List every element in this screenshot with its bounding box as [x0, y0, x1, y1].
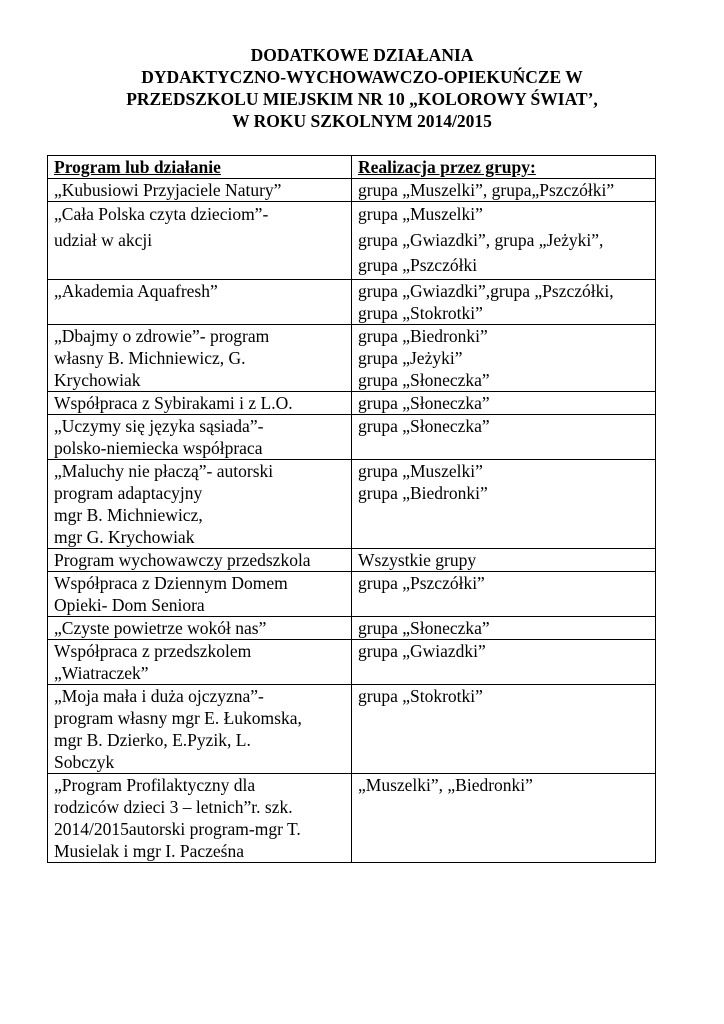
cell-line: Krychowiak — [54, 369, 141, 390]
program-cell — [48, 202, 352, 280]
cell-line: grupa „Gwiazdki”, grupa „Jeżyki”, — [358, 229, 604, 250]
cell-line: 2014/2015autorski program-mgr T. — [54, 818, 301, 839]
cell-line: „Czyste powietrze wokół nas” — [54, 617, 267, 638]
table-row — [48, 459, 656, 548]
table-row — [48, 548, 656, 571]
groups-cell — [352, 639, 656, 684]
cell-line: grupa „Stokrotki” — [358, 685, 483, 706]
cell-line: „Maluchy nie płaczą”- autorski — [54, 460, 274, 481]
cell-line: grupa „Muszelki” — [358, 204, 483, 224]
activities-table — [47, 155, 656, 863]
groups-cell — [352, 414, 656, 459]
table-row — [48, 324, 656, 391]
cell-line: „Uczymy się języka sąsiada”- — [54, 415, 264, 436]
program-cell — [48, 773, 352, 862]
program-cell — [48, 179, 352, 202]
cell-line: udział w akcji — [54, 229, 153, 250]
program-cell — [48, 684, 352, 773]
table-row — [48, 179, 656, 202]
document-title — [40, 44, 684, 132]
cell-line: grupa „Biedronki” — [358, 325, 488, 346]
cell-line: grupa „Biedronki” — [358, 482, 488, 503]
groups-cell — [352, 179, 656, 202]
groups-cell — [352, 571, 656, 616]
cell-line: Współpraca z przedszkolem — [54, 640, 252, 661]
title-line: DODATKOWE DZIAŁANIA — [250, 45, 474, 65]
program-cell — [48, 279, 352, 324]
cell-line: grupa „Pszczółki” — [358, 572, 485, 593]
cell-line: Wszystkie grupy — [358, 549, 477, 570]
title-line: DYDAKTYCZNO-WYCHOWAWCZO-OPIEKUŃCZE W — [141, 67, 583, 87]
program-cell — [48, 639, 352, 684]
cell-line: „Muszelki”, „Biedronki” — [358, 774, 533, 795]
program-cell — [48, 414, 352, 459]
groups-cell — [352, 202, 656, 280]
table-row — [48, 684, 656, 773]
cell-line: „Program Profilaktyczny dla — [54, 774, 256, 795]
cell-line: Współpraca z Sybirakami i z L.O. — [54, 392, 293, 413]
cell-line: grupa „Muszelki”, grupa„Pszczółki” — [358, 180, 615, 200]
table-body — [48, 179, 656, 863]
header-program: Program lub działanie — [48, 156, 352, 179]
cell-line: grupa „Jeżyki” — [358, 347, 463, 368]
cell-line: mgr G. Krychowiak — [54, 526, 195, 547]
cell-line: grupa „Pszczółki — [358, 255, 478, 275]
cell-line: „Moja mała i duża ojczyzna”- — [54, 685, 264, 706]
groups-cell — [352, 391, 656, 414]
cell-line: grupa „Gwiazdki”,grupa „Pszczółki, — [358, 280, 614, 301]
groups-cell — [352, 459, 656, 548]
cell-line: Opieki- Dom Seniora — [54, 594, 205, 615]
groups-cell — [352, 324, 656, 391]
cell-line: mgr B. Michniewicz, — [54, 504, 203, 525]
groups-cell — [352, 773, 656, 862]
cell-line: „Dbajmy o zdrowie”- program — [54, 325, 270, 346]
program-cell — [48, 391, 352, 414]
cell-line: Musielak i mgr I. Pacześna — [54, 840, 245, 861]
groups-cell — [352, 684, 656, 773]
cell-line: program własny mgr E. Łukomska, — [54, 707, 302, 728]
cell-line: grupa „Muszelki” — [358, 460, 483, 481]
cell-line: „Cała Polska czyta dzieciom”- — [54, 204, 269, 224]
groups-cell — [352, 616, 656, 639]
table-row — [48, 571, 656, 616]
program-cell — [48, 459, 352, 548]
table-row — [48, 202, 656, 280]
cell-line: grupa „Słoneczka” — [358, 392, 490, 413]
cell-line: mgr B. Dzierko, E.Pyzik, L. — [54, 729, 251, 750]
table-row — [48, 391, 656, 414]
cell-line: własny B. Michniewicz, G. — [54, 347, 246, 368]
cell-line: grupa „Słoneczka” — [358, 617, 490, 638]
title-line: PRZEDSZKOLU MIEJSKIM NR 10 „KOLOROWY ŚWIAT’, — [126, 89, 598, 109]
groups-cell — [352, 279, 656, 324]
table-header-row — [48, 156, 656, 179]
cell-line: Współpraca z Dziennym Domem — [54, 572, 288, 593]
groups-cell — [352, 548, 656, 571]
table-row — [48, 279, 656, 324]
table-row — [48, 773, 656, 862]
table-row — [48, 616, 656, 639]
cell-line: Program wychowawczy przedszkola — [54, 549, 311, 570]
cell-line: rodziców dzieci 3 – letnich”r. szk. — [54, 796, 293, 817]
program-cell — [48, 616, 352, 639]
cell-line: program adaptacyjny — [54, 482, 203, 503]
program-cell — [48, 548, 352, 571]
cell-line: grupa „Gwiazdki” — [358, 640, 486, 661]
table-row — [48, 639, 656, 684]
cell-line: „Akademia Aquafresh” — [54, 280, 218, 301]
title-line: W ROKU SZKOLNYM 2014/2015 — [232, 111, 492, 131]
cell-line: „Wiatraczek” — [54, 662, 149, 683]
cell-line: „Kubusiowi Przyjaciele Natury” — [54, 180, 282, 200]
cell-line: Sobczyk — [54, 751, 115, 772]
program-cell — [48, 324, 352, 391]
program-cell — [48, 571, 352, 616]
cell-line: grupa „Stokrotki” — [358, 302, 483, 323]
cell-line: grupa „Słoneczka” — [358, 415, 490, 436]
table-row — [48, 414, 656, 459]
header-groups: Realizacja przez grupy: — [352, 156, 656, 179]
cell-line: polsko-niemiecka współpraca — [54, 437, 263, 458]
cell-line: grupa „Słoneczka” — [358, 369, 490, 390]
